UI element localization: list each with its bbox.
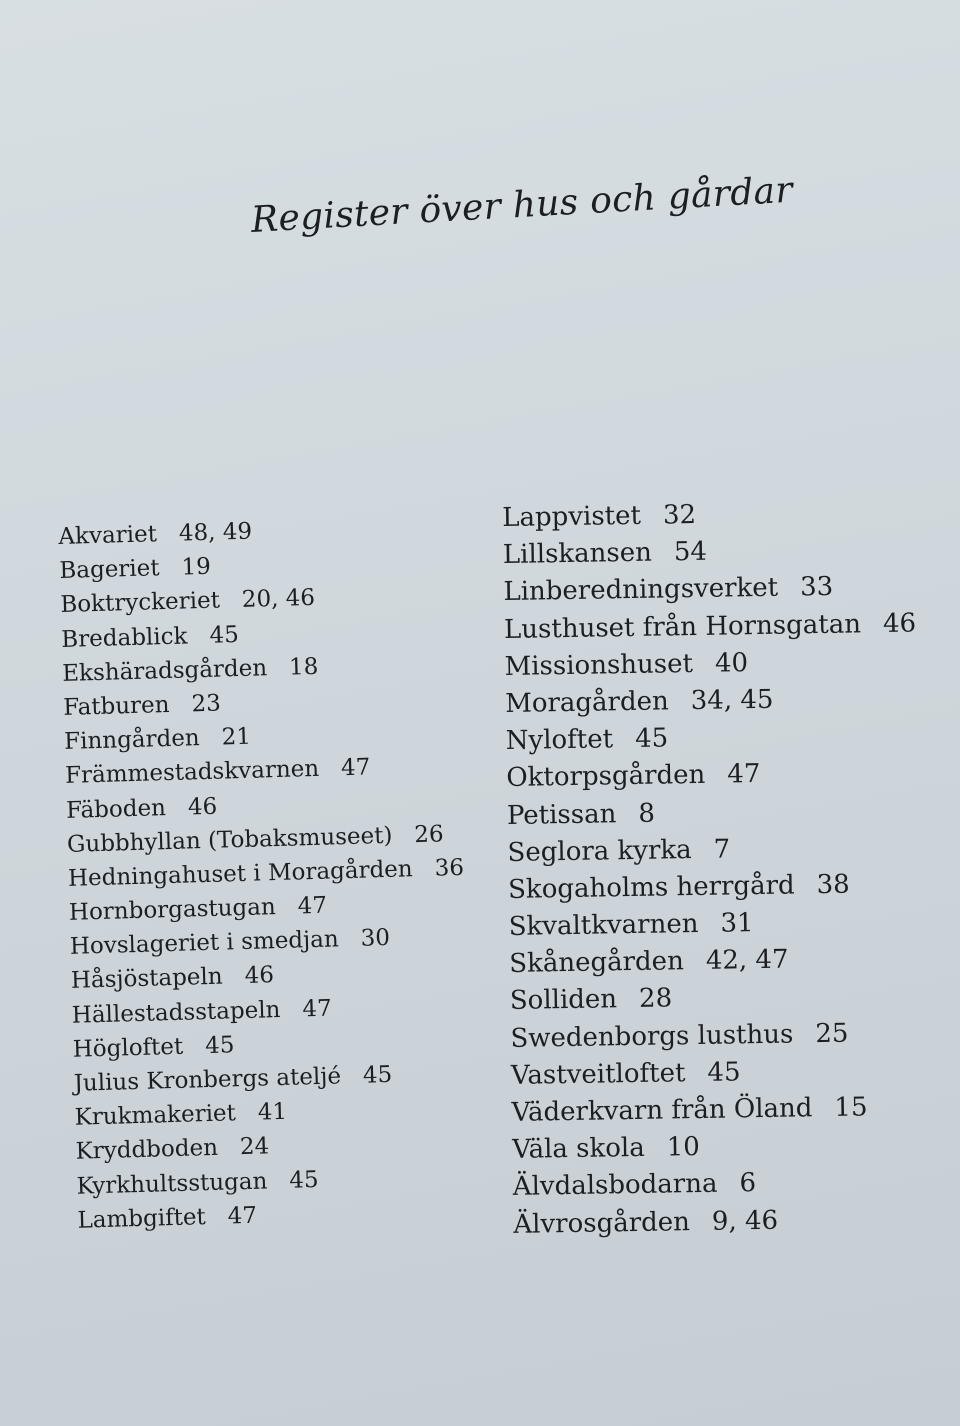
entry-name: Nyloftet [505,724,614,757]
entry-name: Väla skola [511,1133,645,1166]
entry-name: Bageriet [59,555,160,585]
entry-pages: 19 [181,553,212,581]
entry-name: Fäboden [65,794,167,824]
entry-pages: 45 [707,1057,741,1088]
entry-name: Fatburen [62,691,170,721]
index-entry [511,1051,924,1095]
entry-name: Akvariet [58,521,158,550]
index-entry [507,791,920,835]
entry-pages: 28 [638,983,673,1015]
entry-pages: 45 [204,1032,235,1059]
entry-name: Skvaltkvarnen [508,909,699,943]
entry-pages: 48, 49 [178,518,253,547]
entry-name: Skånegården [509,946,685,980]
index-entry [504,605,917,649]
entry-name: Swedenborgs lusthus [510,1019,794,1054]
index-entry [512,1126,925,1170]
index-entry [513,1163,926,1207]
entry-pages: 46 [187,793,218,820]
index-entry [503,568,916,612]
entry-pages: 15 [834,1092,868,1123]
entry-pages: 42, 47 [705,944,789,977]
entry-name: Boktryckeriet [60,587,221,619]
entry-pages: 24 [239,1133,270,1161]
entry-pages: 45 [362,1061,393,1089]
entry-pages: 33 [799,572,834,603]
index-entry [511,1088,924,1132]
entry-name: Hovslageriet i smedjan [69,926,340,961]
entry-pages: 46 [244,962,275,990]
entry-pages: 54 [673,536,708,568]
entry-name: Kryddboden [75,1135,219,1166]
entry-name: Främmestadskvarnen [64,756,320,790]
entry-name: Hornborgastugan [68,894,277,926]
index-entry [505,679,918,723]
entry-name: Solliden [509,984,618,1017]
entry-name: Lusthuset från Hornsgatan [503,608,862,645]
entry-pages: 45 [209,621,240,649]
entry-name: Krukmakeriet [74,1100,237,1131]
entry-name: Lappvistet [502,500,642,533]
entry-name: Högloftet [72,1033,184,1063]
entry-pages: 47 [227,1202,258,1230]
entry-name: Lillskansen [502,537,653,571]
entry-name: Missionshuset [504,648,694,682]
entry-name: Petissan [506,798,617,831]
entry-pages: 8 [638,798,656,829]
index-entry [508,903,921,947]
entry-pages: 41 [257,1099,288,1126]
entry-pages: 21 [221,723,252,751]
entry-pages: 47 [302,995,333,1022]
entry-pages: 47 [340,754,371,782]
entry-pages: 30 [360,925,391,952]
index-entry [504,642,917,686]
index-entry [503,531,916,575]
entry-pages: 23 [191,690,222,718]
entry-pages: 9, 46 [711,1205,779,1237]
index-entry [510,977,923,1021]
entry-name: Seglora kyrka [507,834,692,868]
entry-name: Kyrkhultsstugan [76,1167,268,1200]
entry-name: Julius Kronbergs ateljé [73,1063,342,1097]
index-entry [513,1200,926,1244]
index-entry [509,940,922,984]
entry-pages: 26 [413,821,444,848]
index-entry [502,494,915,538]
entry-name: Älvdalsbodarna [512,1169,718,1203]
entry-pages: 32 [662,499,697,531]
entry-pages: 10 [666,1132,701,1163]
entry-name: Finngården [63,725,201,756]
entry-name: Bredablick [60,622,188,653]
page-title: Register över hus och gårdar [250,169,794,241]
index-entry [506,717,919,761]
index-entry [507,828,920,872]
entry-pages: 34, 45 [690,684,774,716]
entry-name: Gubbhyllan (Tobaksmuseet) [66,822,393,858]
entry-name: Linberedningsverket [503,573,779,608]
entry-name: Oktorpsgården [506,760,706,794]
entry-pages: 47 [727,759,761,790]
index-entry [508,865,921,909]
entry-pages: 46 [882,608,917,639]
entry-name: Lambgiftet [77,1203,207,1234]
entry-name: Skogaholms herrgård [507,870,795,905]
index-column-left [58,509,474,1238]
index-entry [510,1014,923,1058]
entry-pages: 20, 46 [241,585,316,614]
entry-name: Hedningahuset i Moragården [67,856,414,892]
index-entry [506,754,919,798]
entry-pages: 18 [288,653,319,681]
entry-pages: 25 [815,1018,849,1049]
entry-name: Moragården [504,686,669,719]
entry-name: Håsjöstapeln [70,964,224,995]
index-column-right [502,494,926,1244]
entry-pages: 6 [739,1168,757,1199]
entry-pages: 45 [634,723,669,755]
entry-name: Vastveitloftet [510,1058,686,1091]
entry-pages: 38 [816,869,850,900]
entry-name: Hällestadsstapeln [71,996,281,1029]
entry-pages: 31 [720,908,754,939]
entry-pages: 47 [297,892,328,920]
entry-pages: 45 [288,1166,319,1194]
entry-name: Väderkvarn från Öland [511,1093,813,1128]
entry-pages: 7 [713,834,731,865]
entry-pages: 36 [434,854,465,882]
entry-name: Ekshäradsgården [61,654,268,687]
entry-pages: 40 [714,647,749,679]
entry-name: Älvrosgården [513,1206,691,1240]
